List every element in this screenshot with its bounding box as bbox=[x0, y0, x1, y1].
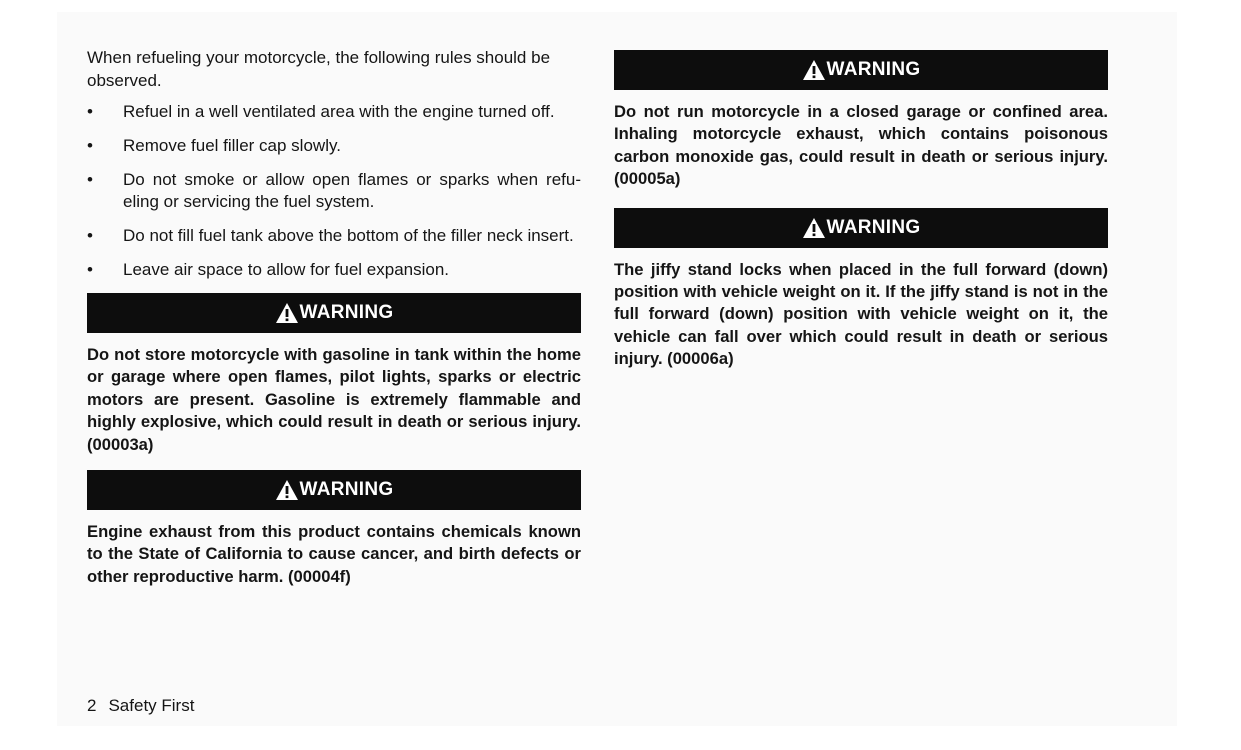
warning-label: WARNING bbox=[299, 479, 394, 501]
section-title: Safety First bbox=[108, 696, 195, 715]
warning-label: WARNING bbox=[826, 59, 921, 80]
bullet: • bbox=[87, 170, 93, 189]
bullet: • bbox=[87, 136, 93, 155]
refuel-rules-list bbox=[87, 101, 581, 281]
bullet: • bbox=[87, 102, 93, 121]
warning-text: The jiffy stand locks when placed in the full forward (down) position with vehicle weight on it. If the jiffy stand is not in the full forward (down) position with vehicle weight on it, the vehicle can fall over which could result in death or serious injury. (00006a) bbox=[614, 259, 1108, 369]
bullet: • bbox=[87, 260, 93, 279]
warning-label: WARNING bbox=[299, 302, 394, 323]
warning-banner bbox=[614, 208, 1108, 248]
page-footer bbox=[87, 696, 194, 716]
warning-text: Do not run motorcycle in a closed garage or confined area. Inhaling motorcycle exhaust, which contains poisonous carbon monoxide gas, could result in death or serious injury. (00005a) bbox=[614, 102, 1108, 189]
left-column bbox=[87, 46, 581, 588]
list-item: • Refuel in a well ventilated area with the engine turned off. bbox=[87, 102, 555, 121]
list-item: • Do not smoke or allow open flames or sparks when refu-eling or servicing the fuel system. bbox=[87, 170, 581, 211]
bullet: • bbox=[87, 226, 93, 245]
warning-triangle-icon bbox=[802, 217, 826, 239]
warning-label: WARNING bbox=[826, 216, 921, 238]
warning-triangle-icon bbox=[275, 302, 299, 324]
intro-text: When refueling your motorcycle, the following rules should be observed. bbox=[87, 48, 551, 90]
warning-triangle-icon bbox=[275, 479, 299, 501]
warning-banner bbox=[87, 293, 581, 333]
warning-text: Do not store motorcycle with gasoline in tank within the home or garage where open flames, pilot lights, sparks or electric motors are present. Gasoline is extremely flammable and highly explosive, which could result in death or serious injury. (00003a) bbox=[87, 345, 581, 454]
page-number: 2 bbox=[87, 696, 97, 715]
warning-banner bbox=[87, 470, 581, 510]
list-item: • Leave air space to allow for fuel expansion. bbox=[87, 260, 450, 279]
warning-banner bbox=[614, 50, 1108, 90]
right-column bbox=[614, 50, 1108, 371]
list-item: • Remove fuel filler cap slowly. bbox=[87, 136, 341, 155]
warning-text: Engine exhaust from this product contains chemicals known to the State of California to cause cancer, and birth defects or other reproductive harm. (00004f) bbox=[87, 522, 581, 586]
warning-triangle-icon bbox=[802, 59, 826, 81]
list-item: • Do not fill fuel tank above the bottom of the filler neck insert. bbox=[87, 226, 574, 245]
